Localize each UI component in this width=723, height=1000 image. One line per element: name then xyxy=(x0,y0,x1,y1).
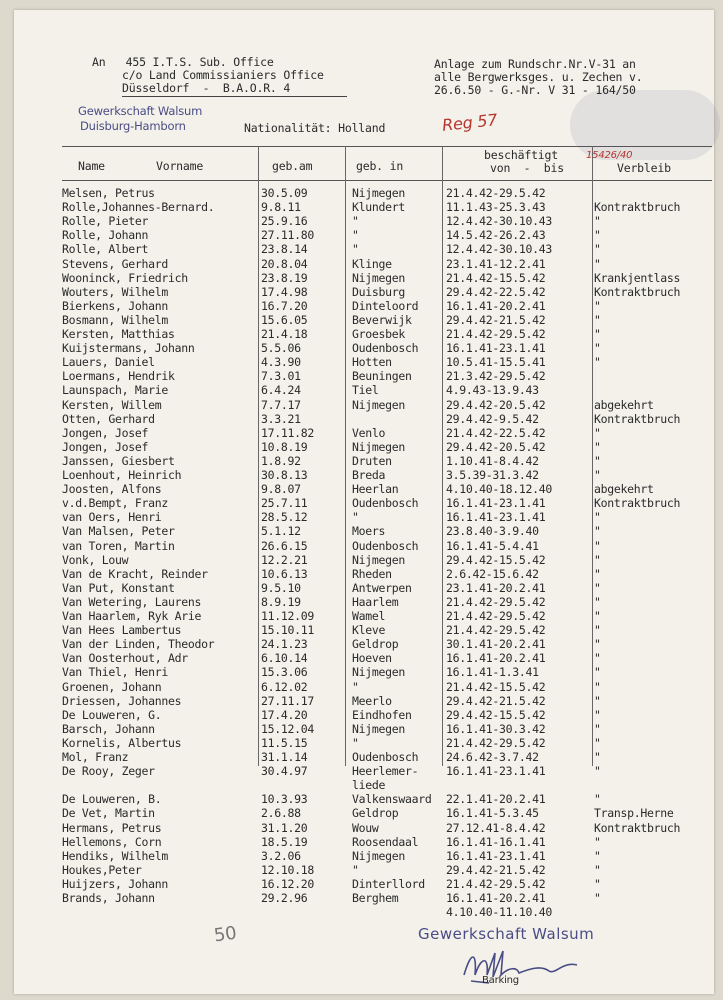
row-born-on: 31.1.14 xyxy=(261,750,308,764)
row-born-on: 11.12.09 xyxy=(261,609,314,623)
row-period: 21.4.42-29.5.42 xyxy=(446,623,546,638)
row-born-in: Nijmegen xyxy=(352,270,405,285)
row-period: 16.1.41-20.2.41 xyxy=(446,298,546,313)
row-period: 21.4.42-15.5.42 xyxy=(446,679,546,694)
row-period: 21.4.42-22.5.42 xyxy=(446,425,546,440)
row-born-in: Venlo xyxy=(352,425,386,440)
row-name: Stevens, Gerhard xyxy=(62,256,168,271)
row-whereabouts: " xyxy=(594,750,601,764)
row-born-on: 30.4.97 xyxy=(261,764,308,779)
document-page xyxy=(14,10,714,994)
col-header-born-on: geb.am xyxy=(272,159,313,173)
row-name: Otten, Gerhard xyxy=(62,411,155,426)
row-born-in: " xyxy=(352,735,359,750)
row-whereabouts: " xyxy=(594,228,601,243)
row-whereabouts: " xyxy=(594,609,601,623)
row-born-on: 16.7.20 xyxy=(261,298,308,313)
col-header-name: Name xyxy=(78,159,105,173)
row-period: 16.1.41-1.3.41 xyxy=(446,665,539,680)
row-period: 21.4.42-29.5.42 xyxy=(446,186,546,200)
col-header-born-in: geb. in xyxy=(356,159,404,173)
row-period: 21.4.42-29.5.42 xyxy=(446,735,546,750)
row-born-on: 24.1.23 xyxy=(261,637,308,652)
row-born-in: Nijmegen xyxy=(352,186,405,200)
row-born-on: 2.6.88 xyxy=(261,806,301,821)
row-period: 14.5.42-26.2.43 xyxy=(446,228,546,243)
row-whereabouts: " xyxy=(594,468,601,482)
row-period: 29.4.42-21.5.42 xyxy=(446,862,546,877)
row-period: 16.1.41-20.2.41 xyxy=(446,891,546,905)
row-born-in: Groesbek xyxy=(352,327,405,341)
row-name: De Louweren, B. xyxy=(62,792,162,807)
row-name: Van Wetering, Laurens xyxy=(62,594,202,609)
row-born-in: Nijmegen xyxy=(352,552,405,567)
row-name: Loermans, Hendrik xyxy=(62,369,175,384)
row-whereabouts: " xyxy=(594,623,601,638)
row-name: Wouters, Wilhelm xyxy=(62,284,168,299)
row-born-on: 12.2.21 xyxy=(261,552,308,567)
row-name: Van Oosterhout, Adr xyxy=(62,651,188,666)
address-line-3: Düsseldorf - B.A.O.R. 4 xyxy=(122,81,291,95)
col-divider-2 xyxy=(345,146,346,766)
row-born-on: 3.2.06 xyxy=(261,848,301,863)
row-born-on: 12.10.18 xyxy=(261,862,314,877)
row-whereabouts: " xyxy=(594,735,601,750)
row-born-on: 9.5.10 xyxy=(261,580,301,595)
row-born-on: 16.12.20 xyxy=(261,876,314,891)
handwritten-code: Reg 57 xyxy=(441,110,499,135)
table-header-rule xyxy=(62,180,712,181)
row-born-on: 27.11.80 xyxy=(261,228,314,243)
row-born-in: Beverwijk xyxy=(352,312,412,327)
col-divider-1 xyxy=(258,146,259,766)
row-born-in: Rheden xyxy=(352,566,392,581)
row-born-on: 10.6.13 xyxy=(261,566,308,581)
row-period: 10.5.41-15.5.41 xyxy=(446,355,546,370)
row-period: 21.4.42-29.5.42 xyxy=(446,327,546,341)
row-born-in: " xyxy=(352,679,359,694)
row-period: 3.5.39-31.3.42 xyxy=(446,468,539,482)
row-name: Loenhout, Heinrich xyxy=(62,468,182,482)
row-name: Rolle, Albert xyxy=(62,242,149,257)
row-born-on: 23.8.14 xyxy=(261,242,308,257)
row-name: Hendiks, Wilhelm xyxy=(62,848,168,863)
row-period: 1.10.41-8.4.42 xyxy=(446,453,539,468)
row-period: 4.9.43-13.9.43 xyxy=(446,383,539,398)
row-name: Kuijstermans, Johann xyxy=(62,341,195,356)
handwritten-number: 15426/40 xyxy=(586,150,633,161)
col-divider-4 xyxy=(592,146,593,766)
row-whereabouts: " xyxy=(594,327,601,341)
row-whereabouts: " xyxy=(594,341,601,356)
row-born-on: 25.7.11 xyxy=(261,496,308,511)
row-whereabouts: " xyxy=(594,214,601,229)
address-line-1: An 455 I.T.S. Sub. Office xyxy=(92,55,274,69)
row-born-in: " xyxy=(352,242,359,257)
row-born-in: Hotten xyxy=(352,355,392,370)
row-whereabouts: " xyxy=(594,355,601,370)
row-whereabouts: " xyxy=(594,594,601,609)
row-born-in: Haarlem xyxy=(352,594,399,609)
row-name: Van Thiel, Henri xyxy=(62,665,168,680)
row-whereabouts: " xyxy=(594,834,601,849)
row-born-on: 8.9.19 xyxy=(261,594,301,609)
row-born-on: 26.6.15 xyxy=(261,538,308,553)
row-born-in: " xyxy=(352,510,359,525)
row-born-in: Geldrop xyxy=(352,806,399,821)
row-born-on: 9.8.07 xyxy=(261,482,301,497)
row-born-on: 15.6.05 xyxy=(261,312,308,327)
row-period: 29.4.42-15.5.42 xyxy=(446,552,546,567)
row-born-on: 4.3.90 xyxy=(261,355,301,370)
row-whereabouts: " xyxy=(594,298,601,313)
signature xyxy=(459,945,589,995)
row-born-in: Nijmegen xyxy=(352,439,405,454)
row-period: 4.10.40-11.10.40 xyxy=(446,905,552,920)
row-whereabouts: " xyxy=(594,256,601,271)
row-name: Brands, Johann xyxy=(62,891,155,905)
row-period: 16.1.41-16.1.41 xyxy=(446,834,546,849)
row-born-in: Moers xyxy=(352,524,386,539)
row-whereabouts: " xyxy=(594,566,601,581)
row-whereabouts: " xyxy=(594,312,601,327)
row-born-on: 5.1.12 xyxy=(261,524,301,539)
row-name: Barsch, Johann xyxy=(62,721,155,736)
col-header-whereabouts: Verbleib xyxy=(617,161,671,175)
org-stamp-name: Gewerkschaft Walsum xyxy=(78,104,203,118)
row-whereabouts: " xyxy=(594,439,601,454)
row-born-in: Eindhofen xyxy=(352,707,412,722)
row-born-on: 21.4.18 xyxy=(261,327,308,341)
row-born-in: Nijmegen xyxy=(352,665,405,680)
row-name: Melsen, Petrus xyxy=(62,186,155,200)
row-born-in: liede xyxy=(352,778,386,793)
row-name: v.d.Bempt, Franz xyxy=(62,496,168,511)
row-born-on: 10.3.93 xyxy=(261,792,308,807)
row-whereabouts: " xyxy=(594,538,601,553)
row-period: 21.4.42-15.5.42 xyxy=(446,270,546,285)
row-born-in: Wouw xyxy=(352,820,379,835)
row-name: Vonk, Louw xyxy=(62,552,129,567)
row-born-on: 7.3.01 xyxy=(261,369,301,384)
row-whereabouts: " xyxy=(594,637,601,652)
row-period: 21.3.42-29.5.42 xyxy=(446,369,546,384)
row-name: De Vet, Martin xyxy=(62,806,155,821)
row-period: 21.4.42-29.5.42 xyxy=(446,609,546,623)
row-period: 24.6.42-3.7.42 xyxy=(446,750,539,764)
row-whereabouts: " xyxy=(594,792,601,807)
row-born-on: 15.3.06 xyxy=(261,665,308,680)
reference-line-3: 26.6.50 - G.-Nr. V 31 - 164/50 xyxy=(434,83,636,97)
row-name: Jongen, Josef xyxy=(62,439,149,454)
row-name: Huijzers, Johann xyxy=(62,876,168,891)
row-name: Van Malsen, Peter xyxy=(62,524,175,539)
row-whereabouts: " xyxy=(594,453,601,468)
row-whereabouts: " xyxy=(594,552,601,567)
row-period: 29.4.42-20.5.42 xyxy=(446,439,546,454)
row-whereabouts: " xyxy=(594,242,601,257)
row-whereabouts: abgekehrt xyxy=(594,482,654,497)
row-name: Kersten, Matthias xyxy=(62,327,175,341)
reference-line-2: alle Bergwerksges. u. Zechen v. xyxy=(434,70,643,84)
row-whereabouts: " xyxy=(594,721,601,736)
row-born-on: 9.8.11 xyxy=(261,200,301,215)
row-born-in: Tiel xyxy=(352,383,379,398)
row-period: 12.4.42-30.10.43 xyxy=(446,214,552,229)
row-period: 21.4.42-29.5.42 xyxy=(446,594,546,609)
row-period: 29.4.42-15.5.42 xyxy=(446,707,546,722)
row-period: 22.1.41-20.2.41 xyxy=(446,792,546,807)
row-whereabouts: " xyxy=(594,891,601,905)
row-name: Joosten, Alfons xyxy=(62,482,162,497)
row-born-on: 17.4.98 xyxy=(261,284,308,299)
row-period: 16.1.41-30.3.42 xyxy=(446,721,546,736)
row-born-on: 27.11.17 xyxy=(261,693,314,708)
row-whereabouts: Kontraktbruch xyxy=(594,820,681,835)
table-top-rule xyxy=(62,146,712,147)
row-born-on: 6.12.02 xyxy=(261,679,308,694)
row-born-on: 18.5.19 xyxy=(261,834,308,849)
nationality-label: Nationalität: Holland xyxy=(244,121,386,135)
row-born-in: Nijmegen xyxy=(352,721,405,736)
row-born-on: 7.7.17 xyxy=(261,397,301,412)
row-name: Rolle, Johann xyxy=(62,228,149,243)
row-born-in: Dinteloord xyxy=(352,298,419,313)
row-born-on: 30.5.09 xyxy=(261,186,308,200)
row-born-in: Duisburg xyxy=(352,284,405,299)
row-born-in: Beuningen xyxy=(352,369,412,384)
row-born-in: Dinterllord xyxy=(352,876,425,891)
row-period: 16.1.41-23.1.41 xyxy=(446,510,546,525)
row-born-in: Antwerpen xyxy=(352,580,412,595)
address-underline xyxy=(122,96,347,97)
row-born-in: Breda xyxy=(352,468,386,482)
row-whereabouts: " xyxy=(594,524,601,539)
row-period: 16.1.41-23.1.41 xyxy=(446,496,546,511)
row-name: De Rooy, Zeger xyxy=(62,764,155,779)
row-born-in: Oudenbosch xyxy=(352,496,419,511)
row-whereabouts: " xyxy=(594,862,601,877)
row-period: 16.1.41-5.3.45 xyxy=(446,806,539,821)
row-period: 23.1.41-20.2.41 xyxy=(446,580,546,595)
row-name: De Louweren, G. xyxy=(62,707,162,722)
row-period: 16.1.41-23.1.41 xyxy=(446,341,546,356)
row-born-in: Nijmegen xyxy=(352,848,405,863)
row-born-on: 15.10.11 xyxy=(261,623,314,638)
row-born-in: Klinge xyxy=(352,256,392,271)
row-name: Jongen, Josef xyxy=(62,425,149,440)
row-born-in: Nijmegen xyxy=(352,397,405,412)
row-whereabouts: " xyxy=(594,580,601,595)
row-born-on: 6.10.14 xyxy=(261,651,308,666)
row-name: Rolle,Johannes-Bernard. xyxy=(62,200,215,215)
row-born-in: Oudenbosch xyxy=(352,538,419,553)
row-period: 29.4.42-9.5.42 xyxy=(446,411,539,426)
row-born-on: 17.11.82 xyxy=(261,425,314,440)
row-born-on: 3.3.21 xyxy=(261,411,301,426)
row-whereabouts: Kontraktbruch xyxy=(594,411,681,426)
row-name: Driessen, Johannes xyxy=(62,693,182,708)
signature-name: Barking xyxy=(482,975,519,986)
row-name: Van Hees Lambertus xyxy=(62,623,182,638)
row-born-in: Berghem xyxy=(352,891,399,905)
row-born-in: Klundert xyxy=(352,200,405,215)
row-name: Hermans, Petrus xyxy=(62,820,162,835)
row-name: Bierkens, Johann xyxy=(62,298,168,313)
row-name: Bosmann, Wilhelm xyxy=(62,312,168,327)
row-period: 27.12.41-8.4.42 xyxy=(446,820,546,835)
address-line-2: c/o Land Commissianiers Office xyxy=(122,68,324,82)
row-period: 16.1.41-5.4.41 xyxy=(446,538,539,553)
row-born-in: " xyxy=(352,862,359,877)
row-period: 16.1.41-23.1.41 xyxy=(446,764,546,779)
row-name: Hellemons, Corn xyxy=(62,834,162,849)
row-born-on: 20.8.04 xyxy=(261,256,308,271)
row-born-in: Druten xyxy=(352,453,392,468)
row-name: Groenen, Johann xyxy=(62,679,162,694)
row-period: 21.4.42-29.5.42 xyxy=(446,876,546,891)
row-born-in: " xyxy=(352,214,359,229)
row-period: 30.1.41-20.2.41 xyxy=(446,637,546,652)
row-period: 29.4.42-22.5.42 xyxy=(446,284,546,299)
row-born-in: Wamel xyxy=(352,609,386,623)
row-name: Van Put, Konstant xyxy=(62,580,175,595)
row-whereabouts: " xyxy=(594,665,601,680)
row-whereabouts: Kontraktbruch xyxy=(594,284,681,299)
row-born-in: Oudenbosch xyxy=(352,750,419,764)
row-period: 12.4.42-30.10.43 xyxy=(446,242,552,257)
row-born-in: Kleve xyxy=(352,623,386,638)
row-name: Launspach, Marie xyxy=(62,383,168,398)
row-born-in: Oudenbosch xyxy=(352,341,419,356)
row-name: Mol, Franz xyxy=(62,750,129,764)
row-whereabouts: " xyxy=(594,876,601,891)
row-born-on: 17.4.20 xyxy=(261,707,308,722)
row-born-on: 10.8.19 xyxy=(261,439,308,454)
row-name: Janssen, Giesbert xyxy=(62,453,175,468)
row-whereabouts: " xyxy=(594,848,601,863)
row-born-in: " xyxy=(352,228,359,243)
org-stamp-city: Duisburg-Hamborn xyxy=(80,119,186,133)
row-period: 29.4.42-21.5.42 xyxy=(446,312,546,327)
row-whereabouts: abgekehrt xyxy=(594,397,654,412)
row-whereabouts: " xyxy=(594,679,601,694)
row-born-on: 1.8.92 xyxy=(261,453,301,468)
page-mark: 50 xyxy=(212,922,238,947)
row-born-in: Roosendaal xyxy=(352,834,419,849)
row-whereabouts: " xyxy=(594,651,601,666)
row-period: 29.4.42-20.5.42 xyxy=(446,397,546,412)
row-name: Kersten, Willem xyxy=(62,397,162,412)
row-name: Houkes,Peter xyxy=(62,862,142,877)
row-name: Kornelis, Albertus xyxy=(62,735,182,750)
row-name: van Toren, Martin xyxy=(62,538,175,553)
row-period: 16.1.41-23.1.41 xyxy=(446,848,546,863)
row-whereabouts: Krankjentlass xyxy=(594,270,681,285)
row-period: 23.8.40-3.9.40 xyxy=(446,524,539,539)
row-born-on: 28.5.12 xyxy=(261,510,308,525)
reference-line-1: Anlage zum Rundschr.Nr.V-31 an xyxy=(434,57,636,71)
row-born-in: Heerlemer- xyxy=(352,764,419,779)
row-born-on: 6.4.24 xyxy=(261,383,301,398)
footer-org-stamp: Gewerkschaft Walsum xyxy=(418,925,595,943)
row-name: Van der Linden, Theodor xyxy=(62,637,215,652)
row-name: Van de Kracht, Reinder xyxy=(62,566,208,581)
row-born-on: 5.5.06 xyxy=(261,341,301,356)
col-header-employed: beschäftigt xyxy=(484,148,558,162)
row-whereabouts: " xyxy=(594,425,601,440)
row-period: 11.1.43-25.3.43 xyxy=(446,200,546,215)
row-whereabouts: Kontraktbruch xyxy=(594,496,681,511)
row-born-on: 11.5.15 xyxy=(261,735,308,750)
col-header-firstname: Vorname xyxy=(156,159,204,173)
row-born-on: 23.8.19 xyxy=(261,270,308,285)
row-born-in: Geldrop xyxy=(352,637,399,652)
row-born-on: 25.9.16 xyxy=(261,214,308,229)
row-born-in: Valkenswaard xyxy=(352,792,432,807)
row-name: Rolle, Pieter xyxy=(62,214,149,229)
row-whereabouts: Kontraktbruch xyxy=(594,200,681,215)
row-name: van Oers, Henri xyxy=(62,510,162,525)
row-born-in: Hoeven xyxy=(352,651,392,666)
row-born-in: Meerlo xyxy=(352,693,392,708)
row-name: Van Haarlem, Ryk Arie xyxy=(62,609,202,623)
row-born-on: 15.12.04 xyxy=(261,721,314,736)
row-born-on: 30.8.13 xyxy=(261,468,308,482)
row-period: 23.1.41-12.2.41 xyxy=(446,256,546,271)
row-whereabouts: " xyxy=(594,510,601,525)
row-period: 2.6.42-15.6.42 xyxy=(446,566,539,581)
row-born-on: 29.2.96 xyxy=(261,891,308,905)
row-born-in: Heerlan xyxy=(352,482,399,497)
row-name: Lauers, Daniel xyxy=(62,355,155,370)
col-divider-3 xyxy=(442,146,443,766)
row-period: 4.10.40-18.12.40 xyxy=(446,482,552,497)
row-period: 16.1.41-20.2.41 xyxy=(446,651,546,666)
row-born-on: 31.1.20 xyxy=(261,820,308,835)
row-name: Wooninck, Friedrich xyxy=(62,270,188,285)
row-whereabouts: Transp.Herne xyxy=(594,806,674,821)
row-whereabouts: " xyxy=(594,707,601,722)
row-whereabouts: " xyxy=(594,693,601,708)
row-whereabouts: " xyxy=(594,764,601,779)
row-period: 29.4.42-21.5.42 xyxy=(446,693,546,708)
col-header-employed-range: von - bis xyxy=(490,161,564,175)
